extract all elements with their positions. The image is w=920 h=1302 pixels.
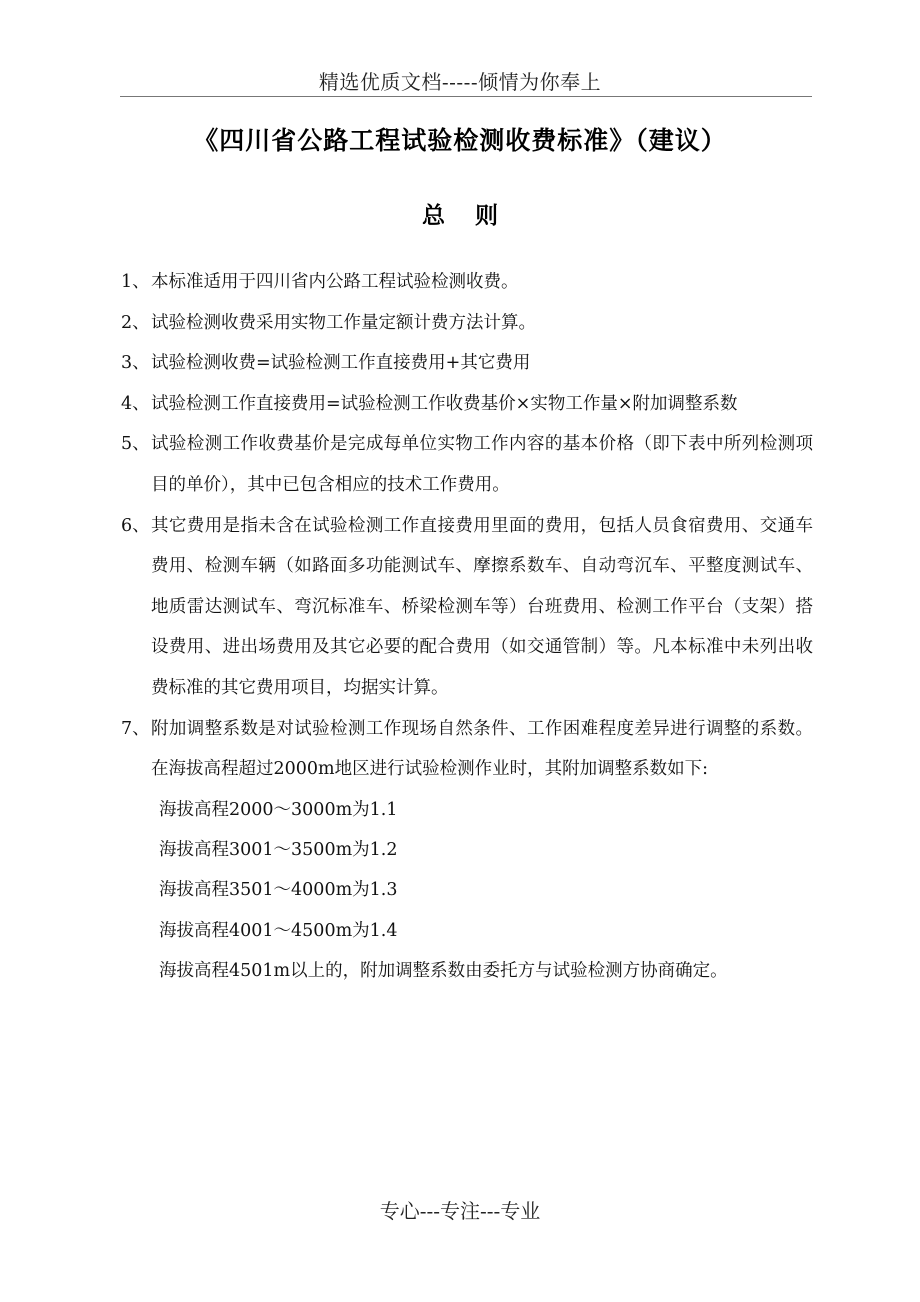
clause-text: 其它费用是指未含在试验检测工作直接费用里面的费用，包括人员食宿费用、交通车费用、检测车辆（如路面多功能测试车、摩擦系数车、自动弯沉车、平整度测试车、地质雷达测试车、弯沉标准车、桥梁检测车等）台班费用、检测工作平台（支架）搭设费用、进出场费用及其它必要的配合费用（如交通管制）等。凡本标准中未列出收费标准的其它费用项目，均据实计算。 — [151, 515, 813, 698]
document-title: 《四川省公路工程试验检测收费标准》（建议） — [193, 126, 727, 155]
clause-text: 试验检测收费采用实物工作量定额计费方法计算。 — [151, 312, 536, 333]
clause-number: 5、 — [121, 434, 150, 455]
clause-7 — [121, 709, 813, 992]
section-title-right: 则 — [475, 202, 498, 229]
clause-number: 2、 — [121, 312, 150, 333]
section-title — [0, 197, 920, 230]
clause-3 — [121, 343, 813, 384]
clause-number: 3、 — [121, 353, 150, 374]
clause-1 — [121, 262, 813, 303]
clause-list — [121, 262, 813, 991]
clause-6 — [121, 506, 813, 709]
clause-text: 试验检测收费=试验检测工作直接费用+其它费用 — [151, 353, 531, 374]
header-divider — [120, 96, 812, 97]
clause-text: 附加调整系数是对试验检测工作现场自然条件、工作困难程度差异进行调整的系数。在海拔高程超过2000m地区进行试验检测作业时，其附加调整系数如下: — [151, 718, 813, 780]
page-footer: 专心---专注---专业 — [379, 1199, 541, 1223]
altitude-coefficient-list — [151, 790, 813, 991]
altitude-coefficient-item: 海拔高程4001～4500m为1.4 — [159, 920, 398, 941]
clause-text: 试验检测工作直接费用=试验检测工作收费基价×实物工作量×附加调整系数 — [151, 393, 738, 414]
section-title-left: 总 — [422, 202, 445, 229]
altitude-coefficient-item: 海拔高程3501～4000m为1.3 — [159, 880, 398, 901]
altitude-coefficient-item: 海拔高程3001～3500m为1.2 — [159, 840, 398, 861]
clause-number: 7、 — [121, 718, 150, 739]
clause-text: 试验检测工作收费基价是完成每单位实物工作内容的基本价格（即下表中所列检测项目的单价），其中已包含相应的技术工作费用。 — [151, 434, 813, 495]
clause-number: 6、 — [121, 515, 150, 536]
altitude-coefficient-item: 海拔高程4501m以上的，附加调整系数由委托方与试验检测方协商确定。 — [159, 960, 728, 981]
altitude-coefficient-item: 海拔高程2000～3000m为1.1 — [159, 799, 398, 820]
clause-number: 1、 — [121, 272, 150, 292]
clause-text: 本标准适用于四川省内公路工程试验检测收费。 — [151, 272, 519, 292]
clause-4 — [121, 384, 813, 425]
clause-5 — [121, 424, 813, 505]
clause-2 — [121, 303, 813, 344]
header-text: 精选优质文档-----倾情为你奉上 — [318, 70, 602, 94]
clause-number: 4、 — [121, 393, 150, 414]
